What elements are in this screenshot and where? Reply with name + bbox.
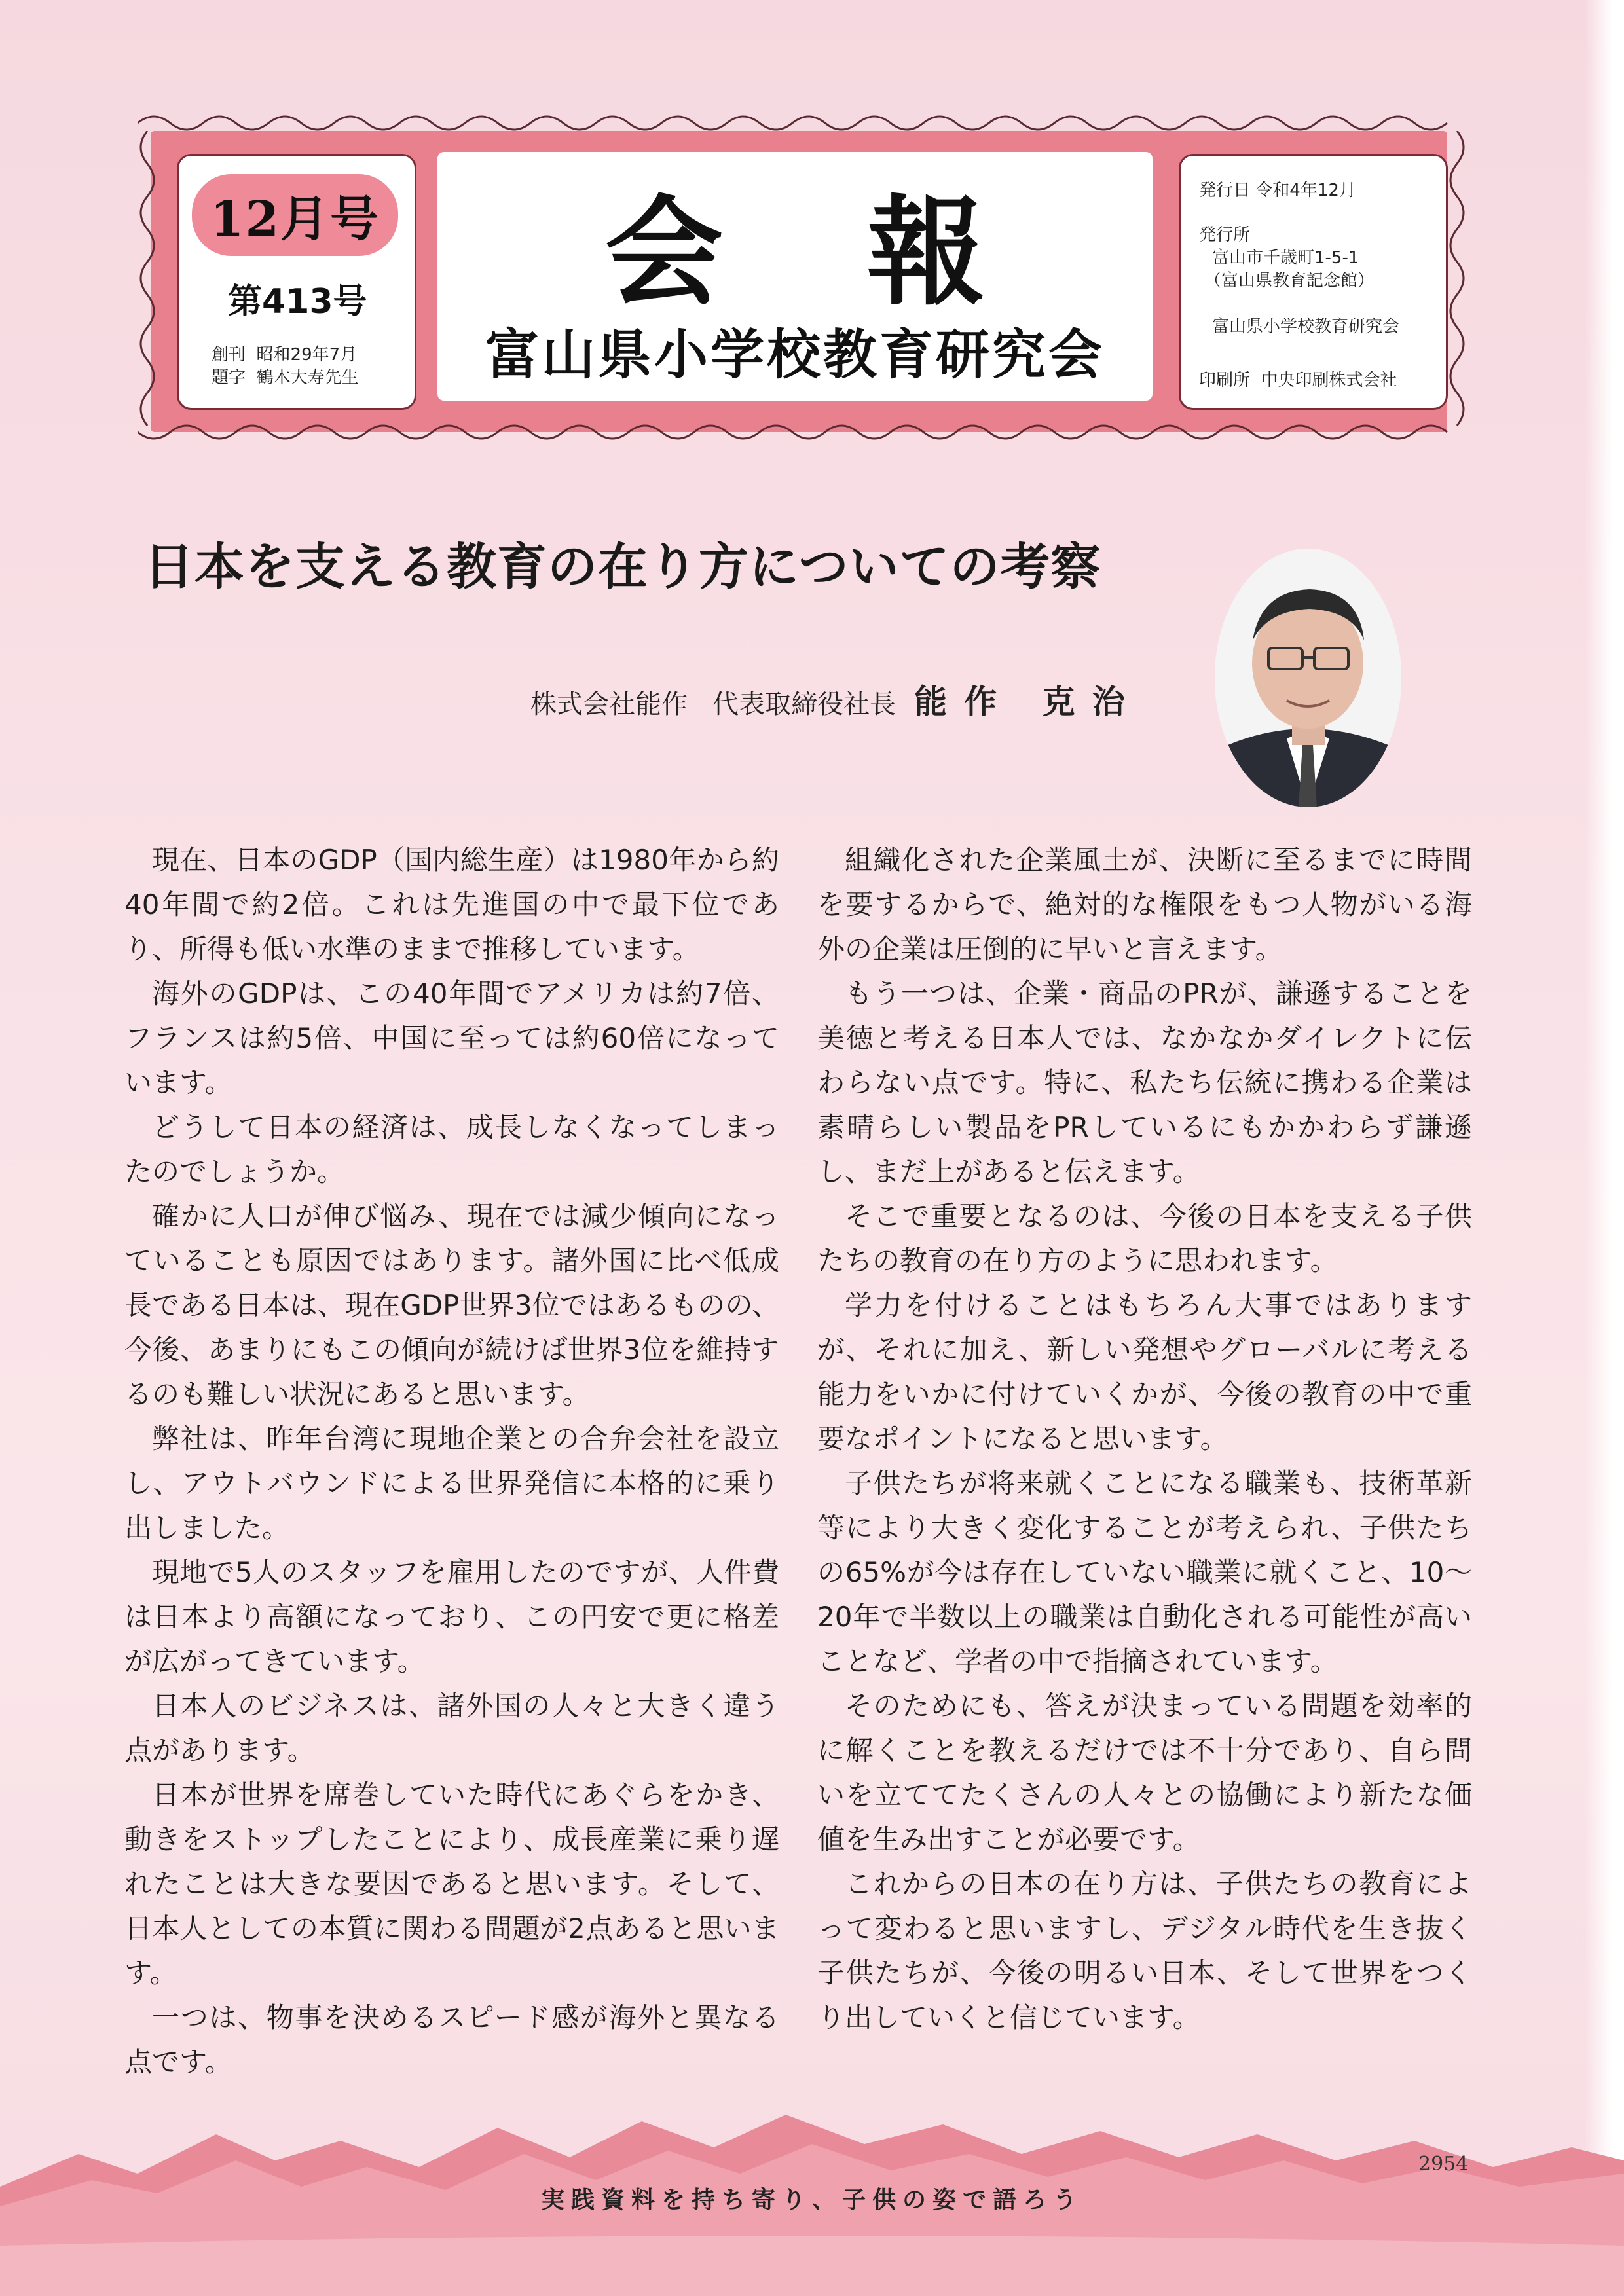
article-column-right <box>817 838 1472 2040</box>
month-issue: 12月号 <box>210 191 380 247</box>
publisher-name: 富山県小学校教育研究会 <box>1212 317 1400 337</box>
printer-value: 中央印刷株式会社 <box>1261 371 1397 390</box>
author-name: 能作 克治 <box>914 683 1142 721</box>
printer-label: 印刷所 <box>1199 371 1251 390</box>
decorative-vine-bottom <box>138 419 1460 445</box>
paragraph: どうして日本の経済は、成長しなくなってしまったのでしょうか。 <box>124 1111 779 1188</box>
founded-line <box>212 341 357 365</box>
paragraph: これからの日本の在り方は、子供たちの教育によって変わると思いますし、デジタル時代を生き抜く子供たちが、今後の明るい日本、そして世界をつくり出していくと信じています。 <box>817 1868 1472 2033</box>
issue-info-box <box>177 154 416 410</box>
pub-date-line <box>1199 177 1356 201</box>
publisher-address: 富山市千歳町1-5-1 <box>1212 248 1359 268</box>
paragraph: 子供たちが将来就くことになる職業も、技術革新等により大きく変化することが考えられ、子供たちの65%が今は存在していない職業に就くこと、10～20年で半数以上の職業は自動化される可能性が高いことなど、学者の中で指摘されています。 <box>817 1467 1472 1677</box>
publisher-label: 発行所 <box>1199 225 1251 245</box>
paragraph: 現在、日本のGDP（国内総生産）は1980年から約40年間で約2倍。これは先進国の中で最下位であり、所得も低い水準のままで推移しています。 <box>124 844 779 965</box>
paragraph: 現地で5人のスタッフを雇用したのですが、人件費は日本より高額になっており、この円安で更に格差が広がってきています。 <box>124 1556 779 1677</box>
organization-name: 富山県小学校教育研究会 <box>485 323 1105 386</box>
article-column-left <box>124 838 779 2085</box>
printer-line <box>1199 367 1397 391</box>
paragraph: 学力を付けることはもちろん大事ではありますが、それに加え、新しい発想やグローバルに考える能力をいかに付けていくかが、今後の教育の中で重要なポイントになると思います。 <box>817 1289 1472 1455</box>
author-position: 代表取締役社長 <box>712 689 896 720</box>
author-company: 株式会社能作 <box>530 689 688 720</box>
pub-date-value: 令和4年12月 <box>1255 181 1356 200</box>
paragraph: 日本が世界を席巻していた時代にあぐらをかき、動きをストップしたことにより、成長産業に乗り遅れたことは大きな要因であると思います。そして、日本人としての本質に関わる問題が2点あると思います。 <box>124 1779 779 1989</box>
paragraph: そのためにも、答えが決まっている問題を効率的に解くことを教えるだけでは不十分であり、自ら問いを立ててたくさんの人々との協働により新たな価値を生み出すことが必要です。 <box>817 1690 1472 1855</box>
paragraph: 組織化された企業風土が、決断に至るまでに時間を要するからで、絶対的な権限をもつ人物がいる海外の企業は圧倒的に早いと言えます。 <box>817 844 1472 965</box>
article-title: 日本を支える教育の在り方についての考察 <box>144 538 1101 596</box>
founded-value: 昭和29年7月 <box>256 345 358 365</box>
publication-info-box <box>1179 154 1448 410</box>
decorative-vine-left <box>134 131 160 432</box>
paragraph: そこで重要となるのは、今後の日本を支える子供たちの教育の在り方のように思われます。 <box>817 1200 1472 1277</box>
footer-slogan: 実践資料を持ち寄り、子供の姿で語ろう <box>540 2187 1083 2214</box>
paragraph: 海外のGDPは、この40年間でアメリカは約7倍、フランスは約5倍、中国に至っては約60倍になっています。 <box>124 977 779 1099</box>
decorative-vine-top <box>138 110 1460 136</box>
page-edge <box>1585 0 1624 2296</box>
pub-date-label: 発行日 <box>1199 181 1251 200</box>
masthead-box <box>437 152 1153 401</box>
page-number: 2954 <box>1418 2153 1469 2176</box>
issue-number: 第413号 <box>228 282 367 321</box>
decorative-vine-right <box>1444 131 1470 432</box>
founded-label: 創刊 <box>212 345 246 365</box>
paragraph: 一つは、物事を決めるスピード感が海外と異なる点です。 <box>124 2001 779 2078</box>
calligraphy-value: 鶴木大寿先生 <box>256 368 359 388</box>
author-portrait <box>1215 549 1401 807</box>
month-badge <box>192 174 398 256</box>
byline <box>530 676 1142 723</box>
paragraph: 弊社は、昨年台湾に現地企業との合弁会社を設立し、アウトバウンドによる世界発信に本格的に乗り出しました。 <box>124 1423 779 1544</box>
calligraphy-label: 題字 <box>212 368 246 388</box>
paragraph: 確かに人口が伸び悩み、現在では減少傾向になっていることも原因ではあります。諸外国に比べ低成長である日本は、現在GDP世界3位ではあるものの、今後、あまりにもこの傾向が続けば世界3位を維持するのも難しい状況にあると思います。 <box>124 1200 779 1410</box>
newsletter-title: 会報 <box>604 183 1129 321</box>
paragraph: もう一つは、企業・商品のPRが、謙遜することを美徳と考える日本人では、なかなかダイレクトに伝わらない点です。特に、私たち伝統に携わる企業は素晴らしい製品をPRしているにもかかわらず謙遜し、まだ上があると伝えます。 <box>817 977 1472 1188</box>
calligraphy-line <box>212 364 359 388</box>
publisher-building: （富山県教育記念館） <box>1204 271 1375 291</box>
paragraph: 日本人のビジネスは、諸外国の人々と大きく違う点があります。 <box>124 1690 779 1766</box>
